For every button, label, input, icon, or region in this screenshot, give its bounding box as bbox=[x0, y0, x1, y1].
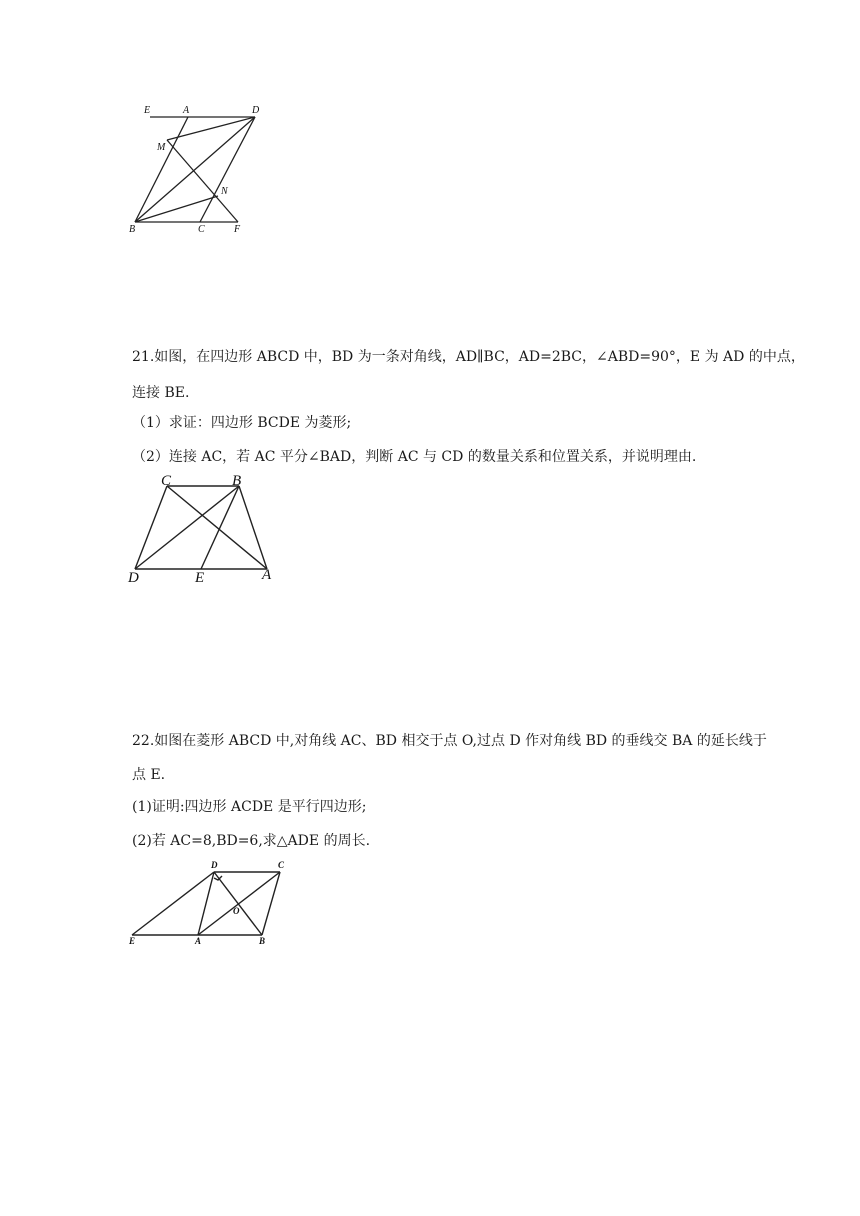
line-DA bbox=[198, 872, 214, 935]
label-E: E bbox=[195, 570, 205, 586]
line-DB bbox=[214, 872, 262, 935]
q21-part2: （2）连接 AC，若 AC 平分∠BAD，判断 AC 与 CD 的数量关系和位置关系，并说明理由. bbox=[132, 449, 697, 465]
label-F: F bbox=[234, 224, 241, 235]
figure-22-svg bbox=[125, 856, 295, 951]
label-M: M bbox=[157, 142, 166, 153]
label-N: N bbox=[221, 186, 228, 197]
label-A: A bbox=[183, 105, 190, 116]
line-CA bbox=[167, 486, 267, 569]
label-D: D bbox=[252, 105, 260, 116]
label-C: C bbox=[278, 860, 285, 870]
q22-stem-line2: 点 E. bbox=[132, 767, 166, 783]
q22-part1: (1)证明:四边形 ACDE 是平行四边形; bbox=[132, 799, 367, 815]
q21-stem-line1: 21.如图，在四边形 ABCD 中，BD 为一条对角线，AD∥BC，AD=2BC，∠ABD=90°，E 为 AD 的中点， bbox=[132, 349, 805, 365]
line-CB bbox=[262, 872, 280, 935]
figure-quadrilateral-bcde bbox=[125, 472, 285, 587]
figure-21-svg bbox=[125, 472, 285, 587]
line-DE bbox=[132, 872, 214, 935]
line-CA bbox=[198, 872, 280, 935]
figure-1-svg bbox=[120, 100, 280, 240]
label-A: A bbox=[262, 567, 272, 583]
label-E: E bbox=[129, 936, 136, 946]
label-B: B bbox=[232, 473, 242, 489]
label-E: E bbox=[144, 105, 151, 116]
figure-parallelogram-emn bbox=[120, 100, 280, 240]
label-O: O bbox=[233, 906, 240, 916]
label-A: A bbox=[195, 936, 202, 946]
line-BN bbox=[135, 196, 218, 222]
label-D: D bbox=[211, 860, 218, 870]
line-BA bbox=[135, 117, 188, 222]
label-C: C bbox=[161, 473, 172, 489]
label-D: D bbox=[128, 570, 139, 586]
q22-stem-line1: 22.如图在菱形 ABCD 中,对角线 AC、BD 相交于点 O,过点 D 作对角线 BD 的垂线交 BA 的延长线于 bbox=[132, 733, 767, 749]
q21-part1: （1）求证：四边形 BCDE 为菱形; bbox=[132, 415, 352, 431]
line-DC bbox=[200, 117, 255, 222]
label-C: C bbox=[198, 224, 205, 235]
label-B: B bbox=[129, 224, 136, 235]
label-B: B bbox=[259, 936, 266, 946]
line-MF bbox=[167, 140, 238, 222]
line-BE bbox=[201, 486, 239, 569]
q21-stem-line2: 连接 BE. bbox=[132, 385, 190, 401]
q22-part2: (2)若 AC=8,BD=6,求△ADE 的周长. bbox=[132, 833, 371, 849]
figure-rhombus-abcd bbox=[125, 856, 295, 951]
